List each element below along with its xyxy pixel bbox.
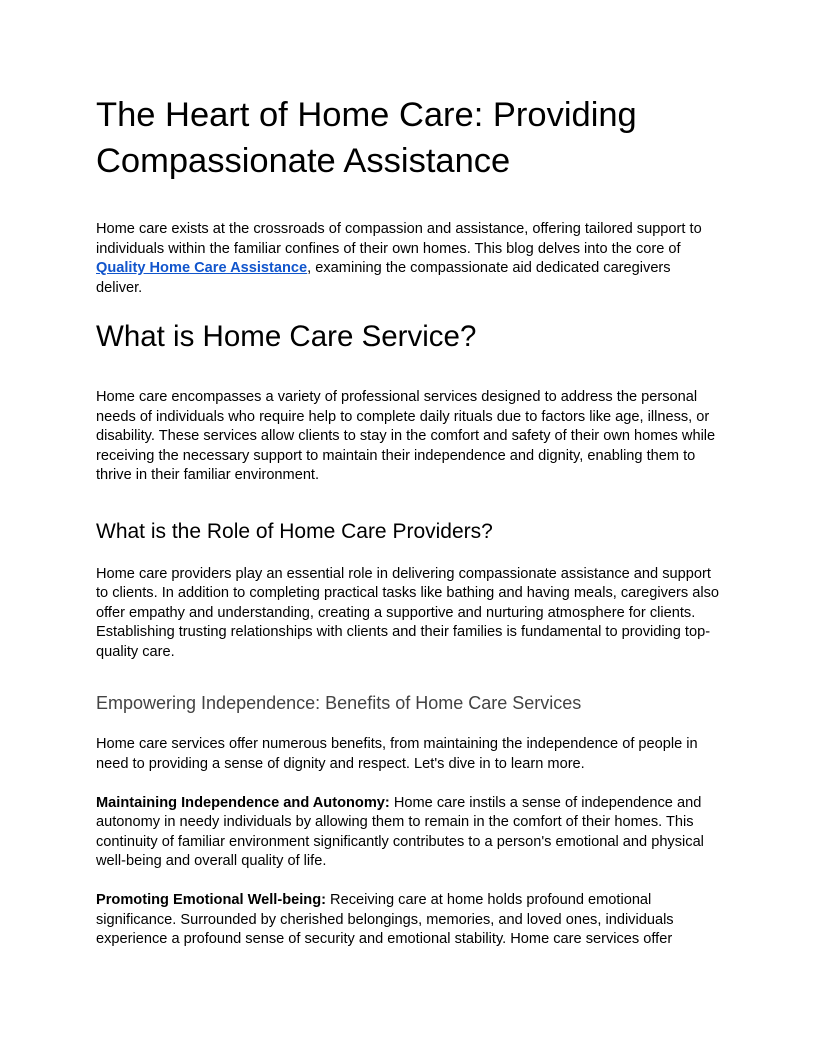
benefits-intro-paragraph: Home care services offer numerous benefits, from maintaining the independence of people in need to providing a sense of dignity and respect. Let's dive in to learn more. [96,736,698,772]
section-heading-home-care-service: What is Home Care Service? [96,320,477,353]
benefit-lead: Maintaining Independence and Autonomy: [96,794,390,811]
benefit-paragraph [96,794,720,872]
page-title: The Heart of Home Care: Providing Compassionate Assistance [96,96,637,180]
benefit-text: Home care instils a sense of independence and autonomy in needy individuals by allowing them to remain in the comfort of their homes. This continuity of familiar environment significantly contributes to a person's emotional and physical well-being and overall quality of life. [96,794,704,869]
intro-paragraph [96,220,720,298]
quality-home-care-link[interactable]: Quality Home Care Assistance [96,260,308,276]
section-heading-benefits: Empowering Independence: Benefits of Home Care Services [96,693,582,713]
benefit-paragraph [96,891,720,950]
intro-text-before-link: Home care exists at the crossroads of compassion and assistance, offering tailored support to individuals within the familiar confines of their own homes. This blog delves into the core of [96,221,702,257]
benefit-lead: Promoting Emotional Well-being: [96,892,326,908]
section-heading-role-of-providers: What is the Role of Home Care Providers? [96,519,493,543]
role-of-providers-paragraph: Home care providers play an essential role in delivering compassionate assistance and support to clients. In addition to completing practical tasks like bathing and having meals, caregivers also offer empathy and understanding, creating a supportive and nurturing atmosphere for clients. Establishing trusting relationships with clients and their families is fundamental to providing top-quality care. [96,565,719,660]
home-care-service-paragraph: Home care encompasses a variety of professional services designed to address the personal needs of individuals who require help to complete daily rituals due to factors like age, illness, or disability. These services allow clients to stay in the comfort and safety of their own homes while receiving the necessary support to maintain their independence and dignity, enabling them to thrive in their familiar environment. [96,389,716,483]
intro-text-after-link: , examining the compassionate aid dedicated caregivers deliver. [96,260,671,296]
benefit-text: Receiving care at home holds profound emotional significance. Surrounded by cherished belongings, memories, and loved ones, individuals experience a profound sense of security and emotional stability. Home care services offer [96,892,674,947]
